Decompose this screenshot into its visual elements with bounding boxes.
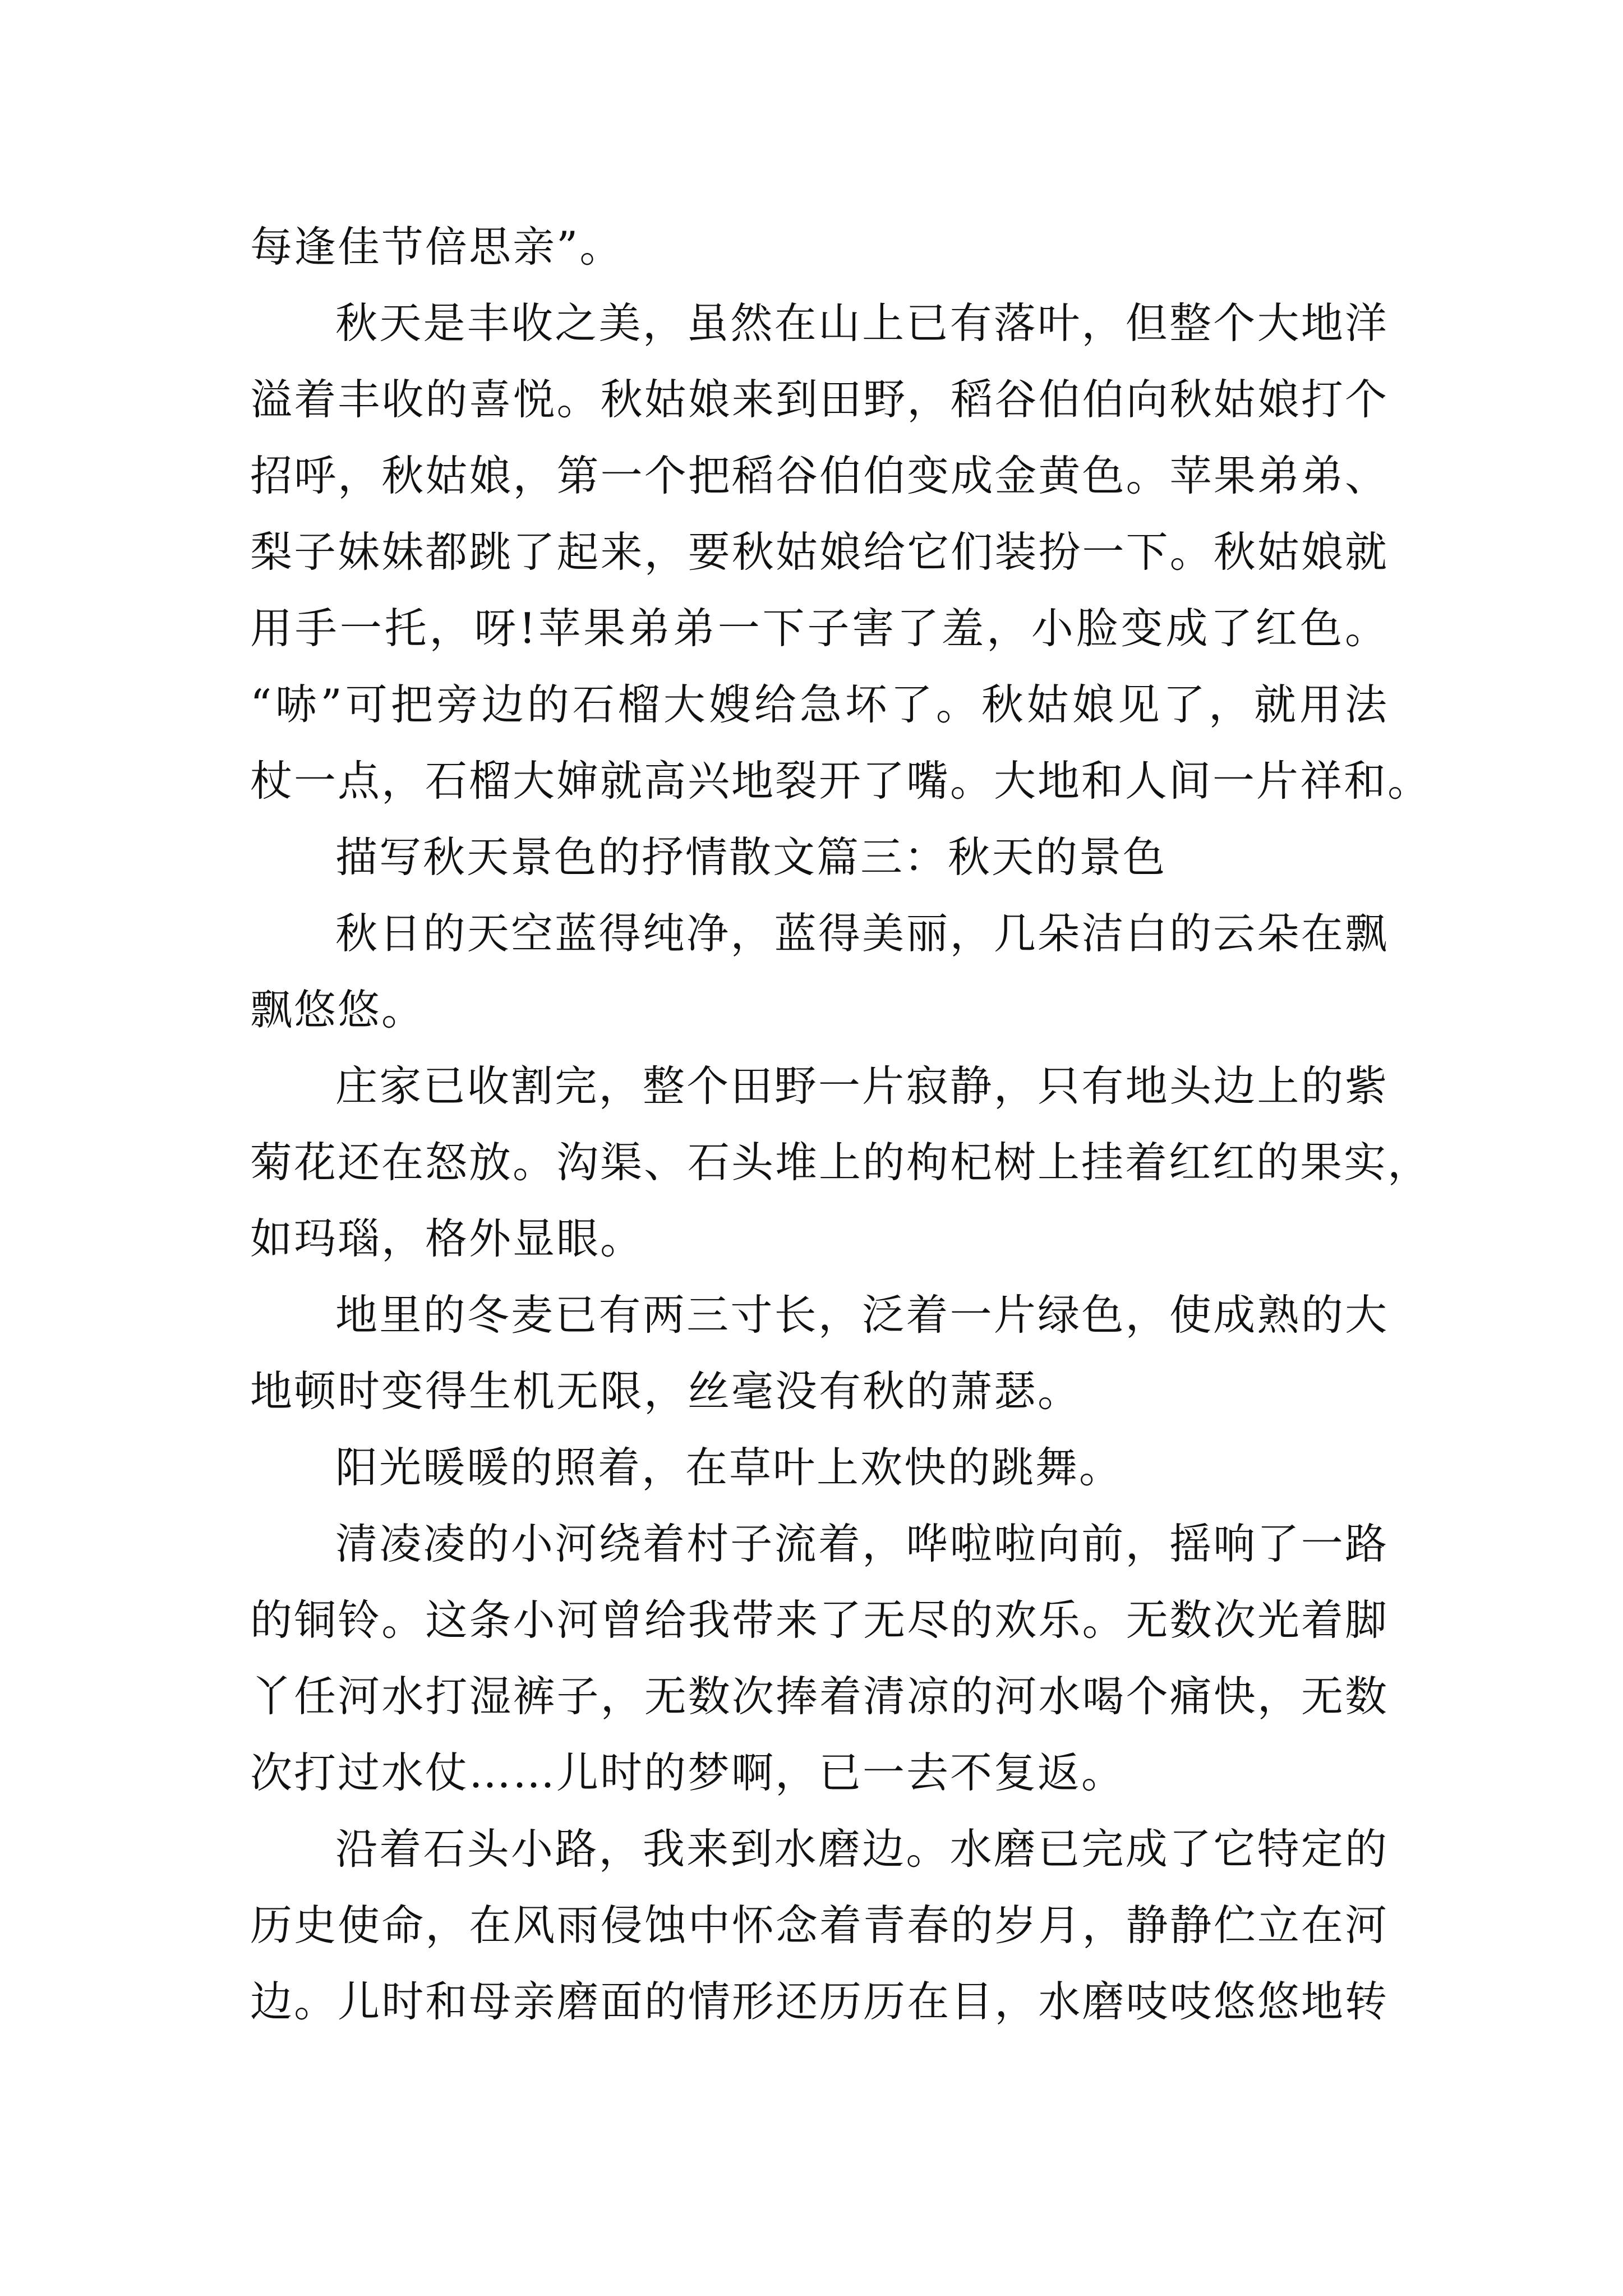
text-line: 溢着丰收的喜悦。秋姑娘来到田野，稻谷伯伯向秋姑娘打个: [250, 375, 1389, 424]
text-line: 地里的冬麦已有两三寸长，泛着一片绿色，使成熟的大: [335, 1290, 1389, 1340]
text-line: 杖一点，石榴大婶就高兴地裂开了嘴。大地和人间一片祥和。: [250, 756, 1432, 806]
text-line: 丫任河水打湿裤子，无数次捧着清凉的河水喝个痛快，无数: [250, 1672, 1389, 1721]
text-line: 描写秋天景色的抒情散文篇三：秋天的景色: [335, 832, 1167, 882]
text-line: 历史使命，在风雨侵蚀中怀念着青春的岁月，静静伫立在河: [250, 1901, 1389, 1950]
text-line: 秋天是丰收之美，虽然在山上已有落叶，但整个大地洋: [335, 298, 1389, 348]
text-line: 用手一托，呀!苹果弟弟一下子害了羞，小脸变成了红色。: [250, 604, 1389, 653]
text-line: 庄家已收割完，整个田野一片寂静，只有地头边上的紫: [335, 1061, 1389, 1111]
text-line: 边。儿时和母亲磨面的情形还历历在目，水磨吱吱悠悠地转: [250, 1977, 1389, 2026]
text-line: 菊花还在怒放。沟渠、石头堆上的枸杞树上挂着红红的果实，: [250, 1138, 1432, 1187]
document-body: [250, 209, 1432, 2040]
text-line: 清凌凌的小河绕着村子流着，哗啦啦向前，摇响了一路: [335, 1519, 1389, 1568]
text-line: 招呼，秋姑娘，第一个把稻谷伯伯变成金黄色。苹果弟弟、: [250, 451, 1389, 500]
text-line: 地顿时变得生机无限，丝毫没有秋的萧瑟。: [250, 1366, 1082, 1416]
text-line: “哧”可把旁边的石榴大嫂给急坏了。秋姑娘见了，就用法: [250, 680, 1389, 729]
text-line: 每逢佳节倍思亲”。: [250, 222, 624, 272]
text-line: 如玛瑙，格外显眼。: [250, 1214, 644, 1263]
text-line: 的铜铃。这条小河曾给我带来了无尽的欢乐。无数次光着脚: [250, 1595, 1389, 1645]
text-line: 阳光暖暖的照着，在草叶上欢快的跳舞。: [335, 1443, 1123, 1492]
text-line: 次打过水仗……儿时的梦啊，已一去不复返。: [250, 1748, 1126, 1797]
text-line: 沿着石头小路，我来到水磨边。水磨已完成了它特定的: [335, 1824, 1389, 1874]
text-line: 梨子妹妹都跳了起来，要秋姑娘给它们装扮一下。秋姑娘就: [250, 527, 1389, 577]
text-line: 秋日的天空蓝得纯净，蓝得美丽，几朵洁白的云朵在飘: [335, 909, 1389, 958]
text-line: 飘悠悠。: [250, 985, 426, 1034]
